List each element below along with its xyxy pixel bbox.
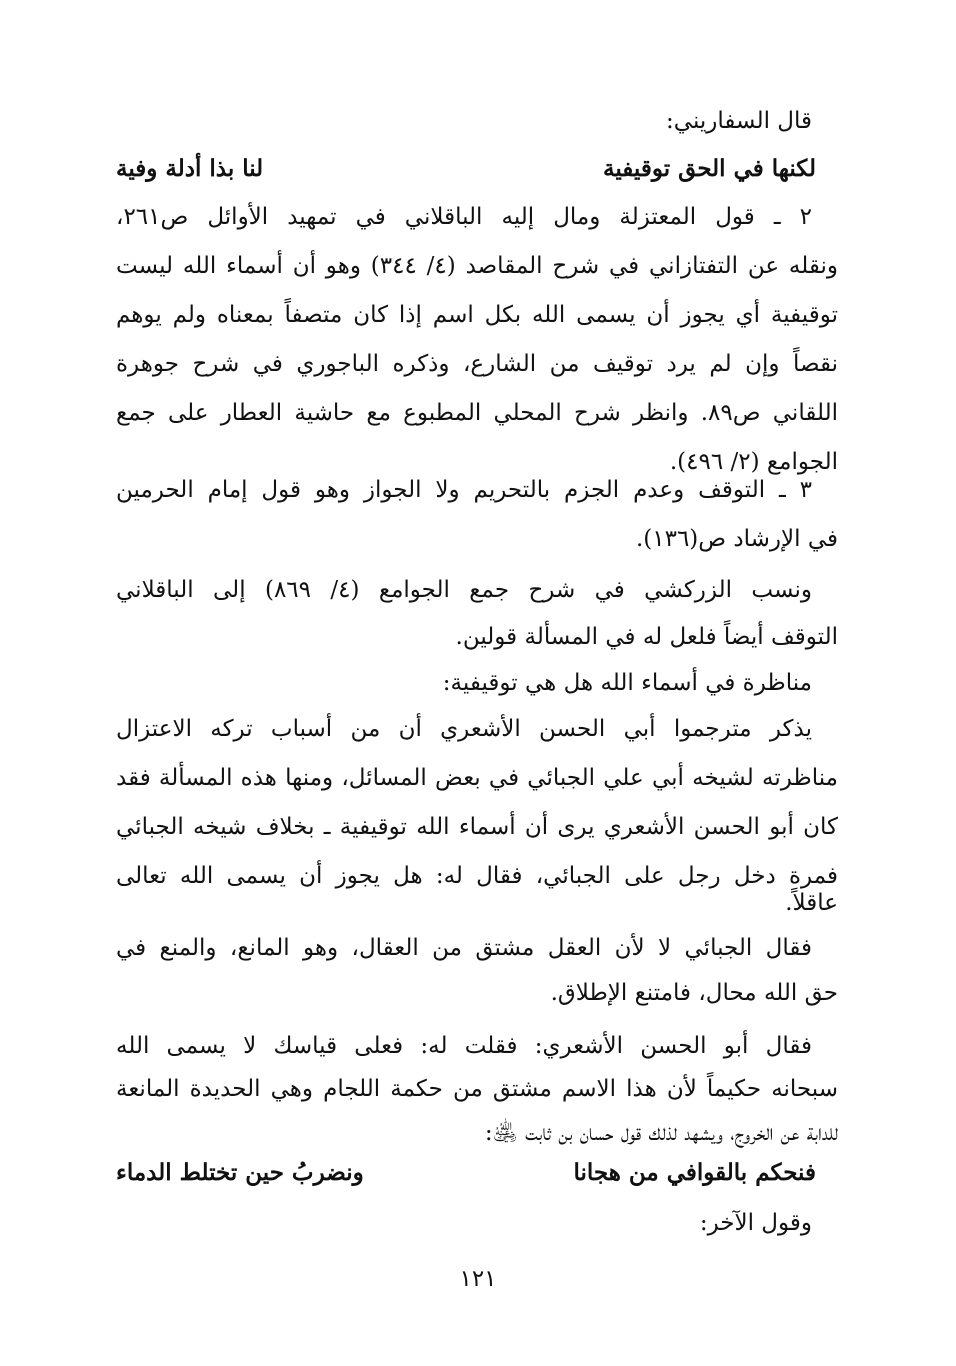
para-zarkashi-line-1: ونسب الزركشي في شرح جمع الجوامع (٤/ ٨٦٩) إلى الباقلاني: [116, 577, 812, 603]
para2-line-1: ٢ ـ قول المعتزلة ومال إليه الباقلاني في تمهيد الأوائل ص٢٦١،: [116, 204, 812, 230]
para-jubbai-line-1: فقال الجبائي لا لأن العقل مشتق من العقال، وهو المانع، والمنع في: [116, 935, 812, 961]
para-story-line-4: فمرة دخل رجل على الجبائي، فقال له: هل يجوز أن يسمى الله تعالى: [116, 863, 838, 889]
para-story-line-3: كان أبو الحسن الأشعري يرى أن أسماء الله توقيفية ـ بخلاف شيخه الجبائي: [116, 814, 838, 840]
heading-akhar: وقول الآخر:: [699, 1210, 812, 1236]
para-zarkashi-line-2: التوقف أيضاً فلعل له في المسألة قولين.: [455, 624, 838, 650]
verse-safarini: [116, 146, 838, 192]
para2-line-3: توقيفية أي يجوز أن يسمى الله بكل اسم إذا كان متصفاً بمعناه ولم يوهم: [116, 302, 838, 328]
para3-line-1: ٣ ـ التوقف وعدم الجزم بالتحريم ولا الجواز وهو قول إمام الحرمين: [116, 477, 812, 503]
para-story-line-2: مناظرته لشيخه أبي علي الجبائي في بعض المسائل، ومنها هذه المسألة فقد: [116, 765, 838, 791]
verse-hemistich-left: لنا بذا أدلة وفية: [116, 155, 264, 182]
verse-hemistich-right: لكنها في الحق توقيفية: [603, 155, 816, 182]
verse-hassan: [116, 1150, 838, 1196]
para3-line-2: في الإرشاد ص(١٣٦).: [635, 526, 838, 552]
page-number: ١٢١: [459, 1266, 497, 1292]
para-story-line-5: عاقلاً.: [785, 890, 838, 916]
verse-hemistich-right: فنحكم بالقوافي من هجانا: [573, 1159, 816, 1186]
heading-munazara: مناظرة في أسماء الله هل هي توقيفية:: [442, 670, 812, 696]
para2-line-4: نقصاً وإن لم يرد توقيف من الشارع، وذكره الباجوري في شرح جوهرة: [116, 351, 838, 377]
para2-line-2: ونقله عن التفتازاني في شرح المقاصد (٤/ ٣٤٤) وهو أن أسماء الله ليست: [116, 253, 838, 279]
para-jubbai-line-2: حق الله محال، فامتنع الإطلاق.: [550, 980, 838, 1006]
para2-line-6: الجوامع (٢/ ٤٩٦).: [669, 449, 838, 475]
para-ashari-line-3: للدابة عن الخروج، ويشهد لذلك قول حسان بن ثابت ﵁:: [484, 1120, 838, 1146]
para-story-line-1: يذكر مترجموا أبي الحسن الأشعري أن من أسباب تركه الاعتزال: [116, 716, 812, 742]
verse-hemistich-left: ونضربُ حين تختلط الدماء: [116, 1159, 364, 1186]
para2-line-5: اللقاني ص٨٩. وانظر شرح المحلي المطبوع مع حاشية العطار على جمع: [116, 400, 838, 426]
para-ashari-line-1: فقال أبو الحسن الأشعري: فقلت له: فعلى قياسك لا يسمى الله: [116, 1033, 812, 1059]
heading-safarini: قال السفاريني:: [666, 108, 812, 134]
para-ashari-line-2: سبحانه حكيماً لأن هذا الاسم مشتق من حكمة اللجام وهي الحديدة المانعة: [116, 1076, 838, 1102]
